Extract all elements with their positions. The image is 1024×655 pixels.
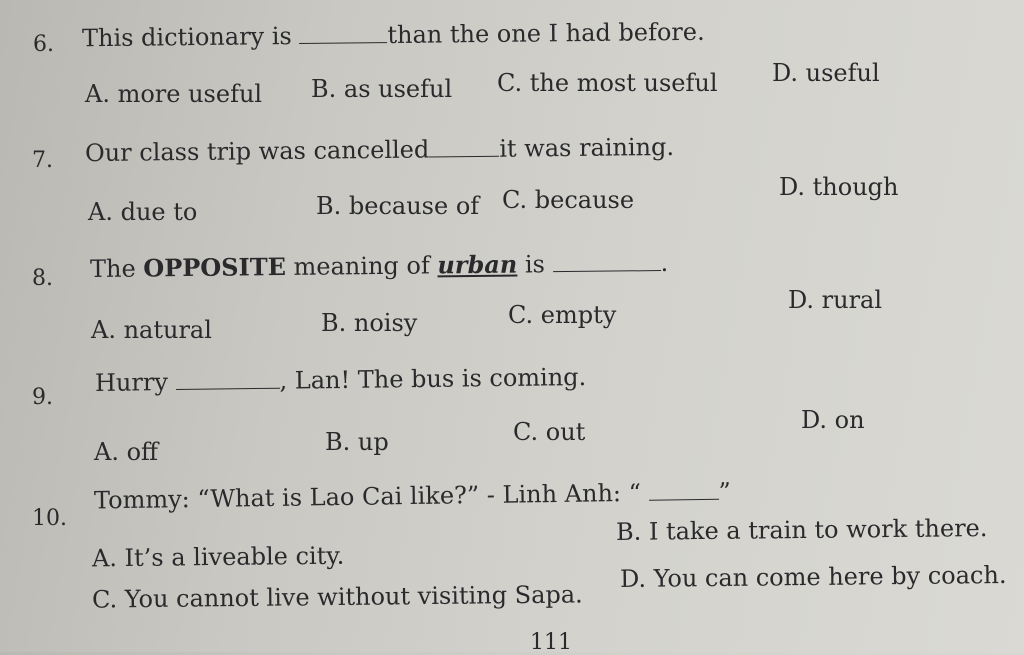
option-a: A. more useful (85, 80, 263, 108)
option-b: B. I take a train to work there. (615, 514, 988, 546)
answer-blank (429, 155, 499, 158)
option-a: A. due to (88, 198, 198, 226)
stem-text: Our class trip was cancelled (84, 135, 430, 168)
answer-blank (299, 41, 387, 44)
question-number: 9. (32, 385, 53, 410)
stem-text: than the one I had before. (387, 17, 705, 50)
stem-text: meaning of (293, 251, 430, 281)
option-b: B. noisy (321, 309, 418, 337)
stem-text: , Lan! The bus is coming. (279, 363, 587, 395)
option-d: D. though (779, 173, 899, 201)
question-stem (95, 365, 586, 395)
option-b: B. up (325, 428, 389, 456)
stem-text: Hurry (94, 368, 169, 397)
option-c: C. You cannot live without visiting Sapa. (91, 580, 583, 614)
stem-text: it was raining. (499, 132, 675, 163)
stem-text: is (524, 250, 546, 279)
option-a: A. off (94, 438, 159, 466)
stem-text: Tommy: “What is Lao Cai like?” - Linh Anh: “ (93, 478, 642, 515)
option-a: A. It’s a liveable city. (91, 541, 345, 573)
answer-blank (649, 498, 719, 501)
page-number: 111 (530, 630, 572, 655)
option-d: D. useful (772, 59, 880, 87)
answer-blank (176, 387, 280, 390)
option-a: A. natural (91, 316, 212, 344)
option-d: D. on (801, 406, 865, 434)
option-b: B. as useful (311, 75, 453, 103)
question-number: 6. (33, 32, 54, 57)
question-number: 10. (32, 506, 67, 531)
stem-text: The (89, 254, 136, 284)
stem-keyword: urban (437, 249, 518, 280)
question-number: 8. (32, 266, 53, 291)
question-number: 7. (32, 148, 53, 173)
question-stem (93, 477, 732, 515)
stem-text: . (660, 248, 669, 278)
option-c: C. the most useful (497, 69, 718, 97)
answer-blank (553, 269, 661, 272)
question-stem (89, 248, 669, 284)
option-c: C. because (502, 186, 635, 214)
option-c: C. out (513, 418, 586, 446)
option-d: D. You can come here by coach. (619, 560, 1007, 594)
question-stem (84, 132, 675, 168)
question-stem (81, 17, 705, 53)
stem-text: This dictionary is (81, 22, 292, 53)
option-c: C. empty (508, 301, 617, 329)
option-d: D. rural (788, 286, 883, 314)
stem-emphasis: OPPOSITE (143, 251, 287, 283)
option-b: B. because of (316, 192, 480, 220)
stem-text: ” (718, 477, 732, 506)
